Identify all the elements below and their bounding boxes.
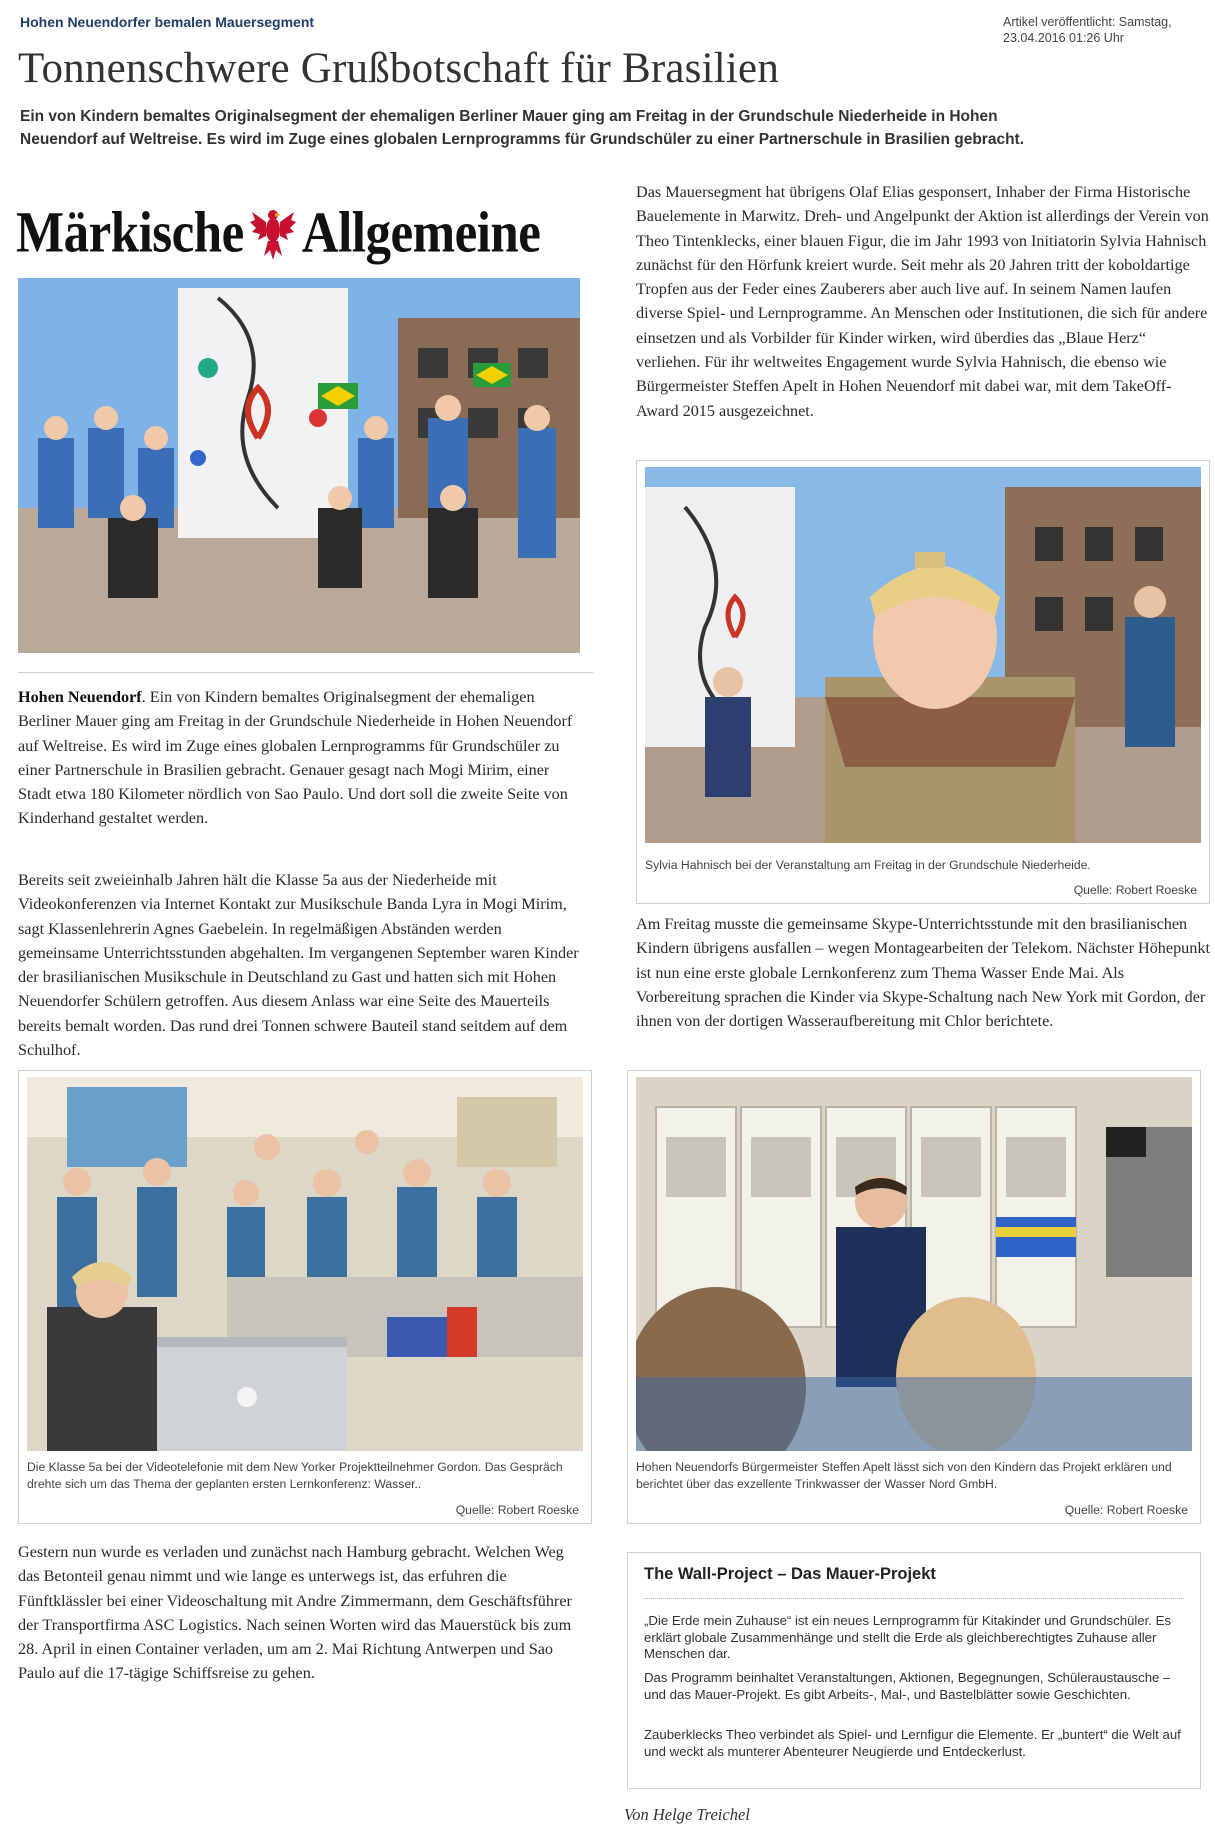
figure-credit: Quelle: Robert Roeske (455, 1503, 579, 1517)
publish-date: Artikel veröffentlicht: Samstag, 23.04.2016 01:26 Uhr (1003, 15, 1172, 45)
article-headline: Tonnenschwere Grußbotschaft für Brasilien (18, 45, 780, 92)
infobox-paragraph-1: „Die Erde mein Zuhause“ ist ein neues Lernprogramm für Kitakinder und Grundschüler. Es erklärt globale Zusammenhänge und stellt die Erde als gleichberechtigtes Zuhause aller Menschen dar. (644, 1613, 1172, 1661)
figure-credit: Quelle: Robert Roeske (1073, 883, 1197, 897)
article-paragraph-right-1: Das Mauersegment hat übrigens Olaf Elias gesponsert, Inhaber der Firma Historische Bauelemente in Marwitz. Dreh- und Angelpunkt der Aktion ist allerdings der Verein von Theo Tintenklecks, einer blauen Figur, die im Jahr 1993 von Initiatorin Sylvia Hahnisch zunächst für den Hörfunk kreiert wurde. Seit mehr als 20 Jahren tritt der koboldartige Tropfen aus der Feder eines Zauberers aber auch live auf. In seinem Namen laufen diverse Spiel- und Lernprogramme. An Menschen oder Institutionen, die sich für andere einsetzen und als Vorbilder für Kinder wirken, wird überdies das „Blaue Herz“ verliehen. Für ihr weltweites Engagement wurde Sylvia Hahnisch, die ebenso wie Bürgermeister Steffen Apelt in Hohen Neuendorf mit dabei war, mit dem TakeOff-Award 2015 ausgezeichnet. (636, 183, 1209, 420)
infobox-divider (644, 1598, 1184, 1599)
logo-word-2: Allgemeine (301, 200, 541, 266)
divider (18, 672, 593, 673)
figure-videotelefonie (18, 1070, 592, 1524)
figure-caption: Sylvia Hahnisch bei der Veranstaltung am Freitag in der Grundschule Niederheide. (645, 858, 1091, 872)
logo-word-1: Märkische (16, 200, 244, 266)
figure-caption: Hohen Neuendorfs Bürgermeister Steffen Apelt lässt sich von den Kindern das Projekt erklären und berichtet über das exzellente Trinkwasser der Wasser Nord GmbH. (636, 1460, 1172, 1491)
article-kicker: Hohen Neuendorfer bemalen Mauersegment (20, 14, 315, 30)
article-author: Von Helge Treichel (624, 1805, 750, 1824)
photo-buergermeister (636, 1077, 1192, 1451)
figure-buergermeister (627, 1070, 1201, 1524)
photo-videotelefonie (27, 1077, 583, 1451)
newspaper-logo (16, 198, 576, 268)
figure-caption: Die Klasse 5a bei der Videotelefonie mit dem New Yorker Projektteilnehmer Gordon. Das Gespräch drehte sich um das Thema der geplanten ersten Lernkonferenz: Wasser.. (27, 1460, 563, 1491)
article-paragraph-right-2: Am Freitag musste die gemeinsame Skype-Unterrichtsstunde mit den brasilianischen Kindern übrigens ausfallen – wegen Montagearbeiten der Telekom. Nächster Höhepunkt ist nun eine erste globale Lernkonferenz zum Thema Wasser Ende Mai. Als Vorbereitung sprachen die Kinder via Skype-Schaltung nach New York mit Gordon, der ihnen von der dortigen Wasseraufbereitung mit Chlor berichtete. (636, 915, 1210, 1031)
article-paragraph-1 (18, 685, 580, 831)
dateline: Hohen Neuendorf (18, 688, 142, 706)
main-photo-children-wall (18, 278, 580, 653)
article-paragraph-2: Bereits seit zweieinhalb Jahren hält die Klasse 5a aus der Niederheide mit Videokonferenzen via Internet Kontakt zur Musikschule Banda Lyra in Mogi Mirim, sagt Klassenlehrerin Agnes Gaebelein. In regelmäßigen Abständen werden gemeinsame Unterrichtsstunden abgehalten. Im vergangenen September waren Kinder der brasilianischen Musikschule in Deutschland zu Gast und hatten sich mit Hohen Neuendorfer Schülern getroffen. Aus diesem Anlass war eine Seite des Mauerteils bereits bemalt worden. Das rund drei Tonnen schwere Bauteil stand seitdem auf dem Schulhof. (18, 871, 579, 1060)
infobox-wall-project (627, 1552, 1201, 1789)
eagle-icon (250, 204, 296, 262)
infobox-paragraph-2: Das Programm beinhaltet Veranstaltungen, Aktionen, Begegnungen, Schüleraustausche – und das Mauer-Projekt. Es gibt Arbeits-, Mal-, und Bastelblätter sowie Geschichten. (644, 1670, 1171, 1702)
paragraph-1-text: . Ein von Kindern bemaltes Originalsegment der ehemaligen Berliner Mauer ging am Freitag in der Grundschule Niederheide in Hohen Neuendorf auf Weltreise. Es wird im Zuge eines globalen Lernprogramms für Grundschüler zu einer Partnerschule in Brasilien gebracht. Genauer gesagt nach Mogi Mirim, einer Stadt etwa 180 Kilometer nördlich von Sao Paulo. Und dort soll die zweite Seite von Kinderhand gestaltet werden. (18, 688, 573, 828)
infobox-title: The Wall-Project – Das Mauer-Projekt (644, 1565, 936, 1583)
article-lead: Ein von Kindern bemaltes Originalsegment der ehemaligen Berliner Mauer ging am Freitag in der Grundschule Niederheide in Hohen Neuendorf auf Weltreise. Es wird im Zuge eines globalen Lernprogramms für Grundschüler zu einer Partnerschule in Brasilien gebracht. (20, 108, 1025, 148)
infobox-paragraph-3: Zauberklecks Theo verbindet als Spiel- und Lernfigur die Elemente. Er „buntert“ die Welt auf und weckt als munterer Abenteurer Neugierde und Entdeckerlust. (644, 1727, 1181, 1759)
figure-hahnisch (636, 460, 1210, 904)
figure-credit: Quelle: Robert Roeske (1064, 1503, 1188, 1517)
photo-hahnisch (645, 467, 1201, 843)
article-paragraph-3: Gestern nun wurde es verladen und zunächst nach Hamburg gebracht. Welchen Weg das Betonteil genau nimmt und wie lange es unterwegs ist, das erfuhren die Fünftklässler bei einer Videoschaltung mit Andre Zimmermann, dem Geschäftsführer der Transportfirma ASC Logistics. Nach seinen Worten wird das Mauerstück bis zum 28. April in einen Container verladen, um am 2. Mai Richtung Antwerpen und Sao Paulo auf die 17-tägige Schiffsreise zu gehen. (18, 1543, 572, 1683)
